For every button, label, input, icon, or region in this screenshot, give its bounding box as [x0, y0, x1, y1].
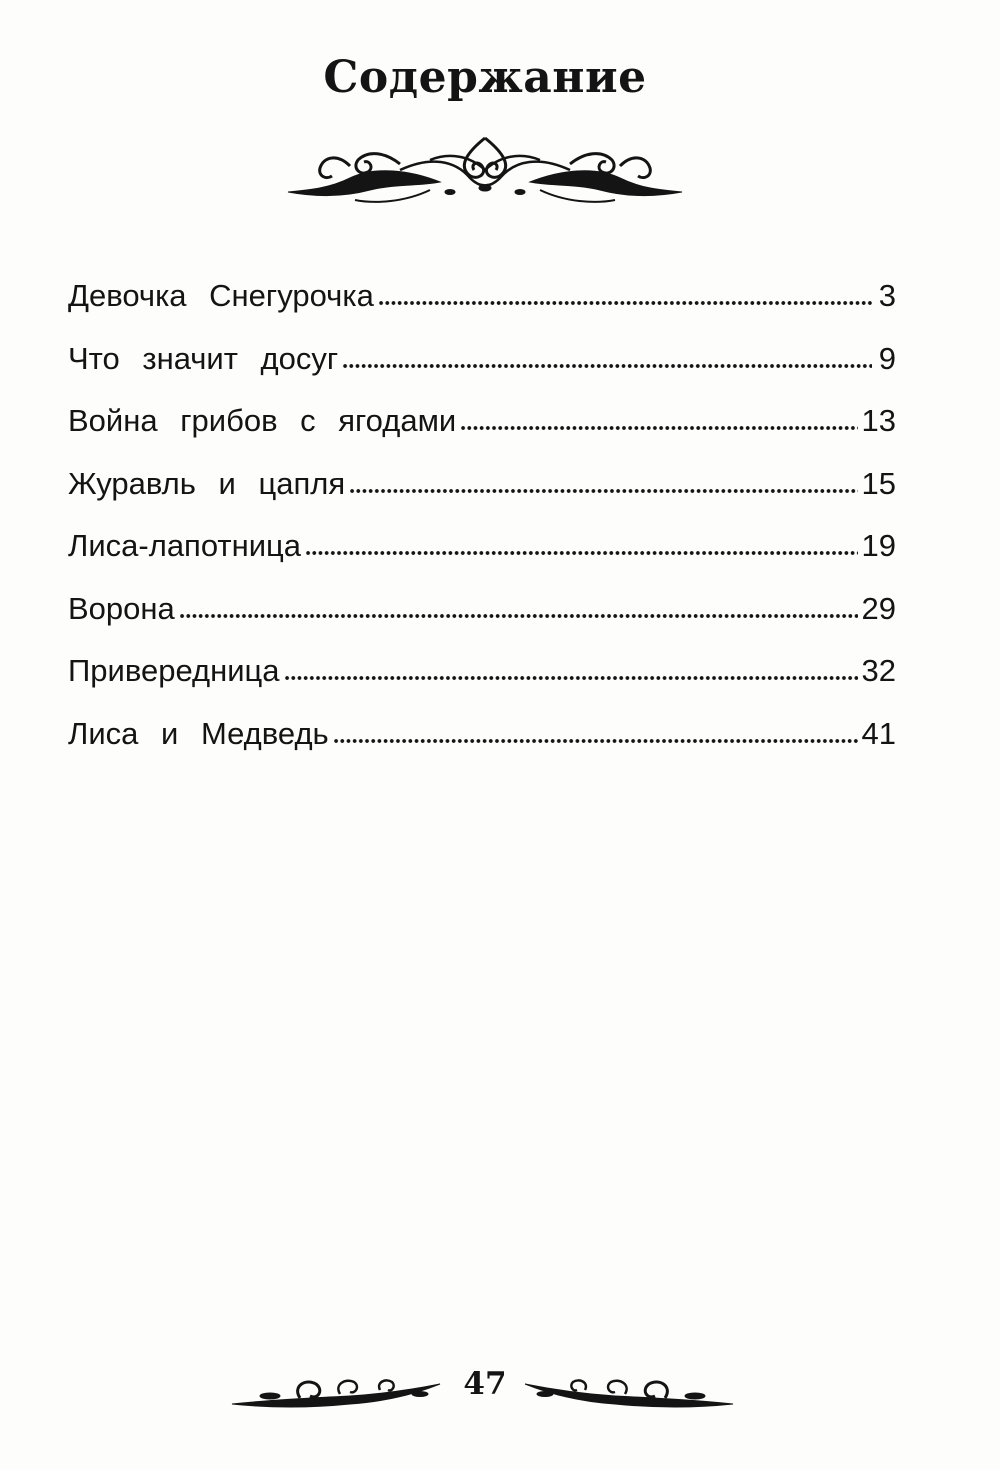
toc-entry-title: Ворона [68, 590, 175, 626]
toc-entry-page: 15 [861, 465, 896, 501]
floral-ornament-icon [230, 1374, 445, 1414]
page-title: Содержание [323, 52, 647, 103]
toc-entry-title: Лиса-лапотница [68, 528, 302, 563]
toc-dot-leader [284, 675, 858, 681]
toc-entry-title: Лиса и Медведь [68, 715, 329, 751]
toc-entry[interactable] [68, 403, 896, 466]
toc-dot-leader [305, 550, 857, 556]
toc-entry-page: 3 [878, 278, 896, 313]
toc-dot-leader [333, 738, 858, 744]
toc-entry[interactable] [68, 528, 896, 591]
toc-entry-page: 41 [861, 715, 896, 751]
page-footer [230, 1362, 750, 1422]
toc-entry[interactable] [68, 653, 896, 716]
toc-entry-title: Война грибов с ягодами [68, 403, 457, 438]
toc-entry-page: 32 [861, 653, 896, 688]
toc-entry-page: 19 [861, 528, 896, 563]
toc-entry-title: Журавль и цапля [68, 465, 346, 501]
toc-dot-leader [179, 613, 858, 619]
toc-dot-leader [378, 300, 872, 306]
page-number: 47 [463, 1366, 507, 1402]
toc-entry[interactable] [68, 278, 896, 341]
table-of-contents [68, 278, 896, 778]
floral-ornament-icon [280, 130, 690, 210]
floral-ornament-icon [520, 1374, 735, 1414]
toc-dot-leader [460, 425, 857, 431]
toc-dot-leader [349, 488, 857, 494]
toc-entry-page: 9 [878, 340, 896, 376]
toc-entry[interactable] [68, 591, 896, 654]
toc-entry-page: 29 [861, 590, 896, 626]
toc-entry-title: Привередница [68, 653, 280, 688]
toc-entry-title: Что значит досуг [68, 340, 339, 376]
toc-entry-page: 13 [861, 403, 896, 438]
toc-entry[interactable] [68, 716, 896, 779]
toc-entry[interactable] [68, 466, 896, 529]
toc-entry[interactable] [68, 341, 896, 404]
toc-entry-title: Девочка Снегурочка [68, 278, 374, 313]
toc-dot-leader [342, 363, 872, 369]
